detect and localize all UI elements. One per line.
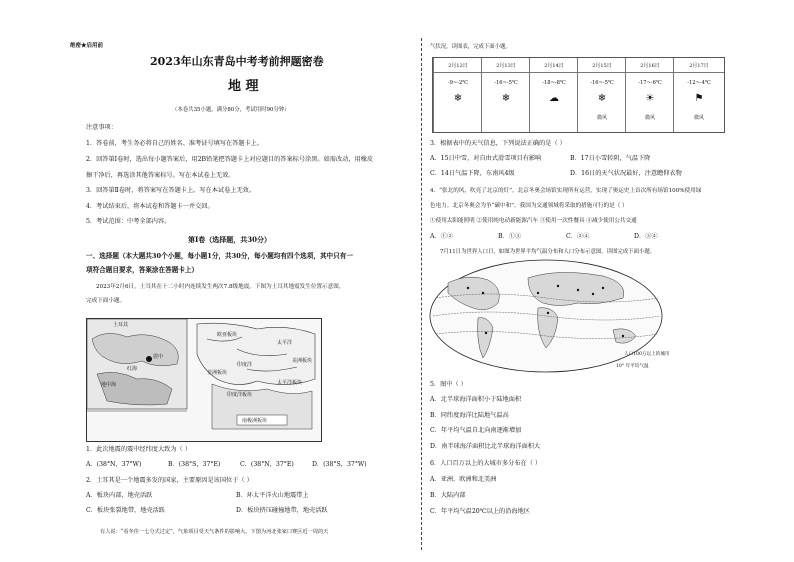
- question-4-option-a[interactable]: A．①②: [430, 233, 454, 240]
- section-title: 第Ⅰ卷（选择题，共30分）: [188, 235, 272, 244]
- subject-title: 地 理: [228, 79, 259, 94]
- snow-icon: ❄: [501, 93, 511, 104]
- legend-cities: 人口100万以上的城市: [624, 352, 670, 357]
- question-5-option-b[interactable]: B．同纬度海洋比陆地气温高: [430, 412, 509, 419]
- weather-temp: -16~-5℃: [590, 80, 614, 86]
- epicenter-marker: [146, 356, 152, 362]
- question-2-option-a[interactable]: A．板块内部，地壳活跃: [86, 492, 153, 499]
- question-2-option-c[interactable]: C．板块张裂地带，地壳活跃: [86, 507, 165, 514]
- weather-day: [625, 58, 674, 132]
- question-4-option-d[interactable]: D．③④: [634, 233, 658, 240]
- weather-wind: 微风: [644, 115, 655, 121]
- question-2-stem: 2．土耳其是一个地震多发的国家，主要原因是该国位于（ ）: [86, 477, 253, 484]
- sun-icon: ☀: [645, 93, 655, 104]
- section-instruction: 一、选择题（本大题共30个小题，每小题1分，共30分，每小题均有四个选项，其中只有一: [86, 252, 353, 260]
- section-instruction: 项符合题目要求，答案涂在答题卡上）: [86, 266, 199, 274]
- weather-temp: -12~-4℃: [687, 80, 711, 86]
- snow-icon: ❄: [453, 93, 463, 104]
- snow-icon: ❄: [597, 93, 607, 104]
- legend-isotherm: 10° 年平均气温: [616, 364, 649, 369]
- question-6-option-a[interactable]: A．亚洲、欧洲和北美洲: [430, 476, 497, 483]
- intro-text: 2023年2月6日，土耳其在十二小时内连续发生两次7.8级地震。下图为土耳其地震发生位置示意图，: [96, 284, 345, 290]
- weather-date: 2月12日: [448, 63, 468, 69]
- secret-label: 绝密★启用前: [70, 43, 104, 49]
- note-item: 2．回答第Ⅰ卷时，选出每小题答案后，用2B铅笔把答题卡上对应题目的答案标号涂黑。如需改动，用橡皮: [86, 156, 374, 163]
- weather-date: 2月16日: [640, 63, 660, 69]
- weather-intro: 有人说：“看冬佳一七分式过定”，气象项目受天气条件的影响大。下图为河北张家口赛区近一周的天: [100, 529, 329, 535]
- notes-heading: 注意事项：: [86, 124, 117, 131]
- map-label: 印度洋板块: [227, 392, 253, 398]
- question-1-option-d[interactable]: D．(38°S，37°W): [312, 461, 367, 468]
- weather-table: [432, 57, 725, 133]
- intro-text: 完成下面小题。: [86, 298, 126, 304]
- weather-day: [529, 58, 578, 132]
- question-3-option-b[interactable]: B．17日小雪转阴，气温下降: [570, 155, 651, 162]
- question-1-option-b[interactable]: B．(38°S，37°E): [168, 461, 221, 468]
- question-5-option-c[interactable]: C．年平均气温自北向南逐渐增加: [430, 427, 522, 434]
- question-1-option-c[interactable]: C．(38°N，37°E): [240, 461, 294, 468]
- question-4-stem: 4．“张北的风，吹亮了北京的灯”。北京冬奥会场馆实现所有运营，实现了奥运史上首次所有场馆100%使用绿: [430, 188, 702, 194]
- question-2-option-d[interactable]: D．板块挤压碰撞地带，地壳活跃: [236, 507, 328, 514]
- weather-intro-cont: 气状况。读图表，完成下面小题。: [430, 44, 511, 50]
- question-3-stem: 3．根据表中的天气信息，下列说法正确的是（ ）: [430, 140, 566, 147]
- map-label: 土耳其: [113, 322, 129, 328]
- question-1-stem: 1．此次地震的震中经纬度大致为（ ）: [86, 446, 191, 453]
- question-5-option-a[interactable]: A．北半球海洋面积小于陆地面积: [430, 396, 522, 403]
- note-item: 3．回答第Ⅱ卷时，将答案写在答题卡上。写在本试卷上无效。: [86, 187, 256, 194]
- question-4-option-b[interactable]: B．①③: [498, 233, 522, 240]
- weather-temp: -16~-5℃: [494, 80, 518, 86]
- world-population-map: [428, 258, 680, 374]
- weather-day: [673, 58, 724, 132]
- turkey-earthquake-map: [86, 318, 322, 442]
- exam-title: 2023年山东青岛中考考前押题密卷: [150, 55, 324, 68]
- weather-day: [433, 58, 482, 132]
- map2-intro: 7月11日为世界人口日，如图为世界平均气温分布和人口分布示意图。读图完成下面小题。: [440, 249, 656, 255]
- question-5-stem: 5．图中（ ）: [430, 381, 467, 388]
- weather-date: 2月14日: [544, 63, 564, 69]
- map-label: 地中海: [101, 382, 117, 388]
- map-label: 印度洋: [237, 362, 253, 368]
- question-6-option-b[interactable]: B．大陆内部: [430, 492, 466, 499]
- question-6-stem: 6．人口百万以上的大城市多分布在（ ）: [430, 460, 542, 467]
- question-1-option-a[interactable]: A．(38°N，37°W): [86, 461, 142, 468]
- question-4-stem: 色电力。北京冬奥会为争“碳中和”，我国为交通领域将采取的措施可行的是（ ）: [430, 203, 628, 209]
- weather-wind: 微风: [693, 115, 704, 121]
- question-2-option-b[interactable]: B．环太平洋火山地震带上: [236, 492, 309, 499]
- question-4-choices: ①使用太阳能照明 ②使用纯电动新能源汽车 ③使用一次性餐具 ④减少使用公共交通: [430, 218, 637, 224]
- exam-info: （本卷共35小题，满分80分，考试用时90分钟）: [172, 107, 290, 113]
- note-item: 1．答卷前，考生务必将自己的姓名、准考证号填写在答题卡上。: [86, 140, 264, 147]
- note-item: 4．考试结束后，将本试卷和答题卡一并交回。: [86, 203, 214, 210]
- map-label: 震中: [153, 354, 164, 360]
- wind-flag-icon: ⚑: [694, 93, 704, 104]
- note-item: 擦干净后，再选涂其他答案标号。写在本试卷上无效。: [86, 172, 235, 179]
- map-label: 非洲板块: [207, 370, 228, 376]
- map-label: 欧亚板块: [217, 332, 238, 338]
- question-3-option-a[interactable]: A．15日中雪，对自由式滑雪项目有影响: [430, 155, 542, 162]
- question-6-option-c[interactable]: C．年平均气温20℃以上的沿海地区: [430, 508, 530, 515]
- weather-date: 2月17日: [689, 63, 709, 69]
- question-4-option-c[interactable]: C．②④: [566, 233, 590, 240]
- map-label: 红海: [127, 366, 138, 372]
- question-5-option-d[interactable]: D．南半球海洋面积比北半球海洋面积大: [430, 443, 541, 450]
- question-3-option-c[interactable]: C．14日气温下降，东南风4级: [430, 170, 515, 177]
- map-label: 太平洋板块: [277, 380, 303, 386]
- weather-temp: -18~-8℃: [542, 80, 566, 86]
- cloud-icon: ☁: [549, 93, 559, 104]
- weather-wind: 微风: [596, 115, 607, 121]
- map-label: 南极洲板块: [242, 418, 268, 424]
- weather-temp: -9~-2℃: [447, 80, 469, 86]
- weather-day: [577, 58, 626, 132]
- weather-day: [481, 58, 530, 132]
- weather-date: 2月13日: [496, 63, 516, 69]
- map-label: 太平洋: [277, 340, 293, 346]
- weather-date: 2月15日: [592, 63, 612, 69]
- column-divider: [421, 38, 422, 550]
- map-label: 美洲板块: [292, 358, 313, 364]
- note-item: 5．考试范围：中考全部内容。: [86, 218, 171, 225]
- weather-temp: -17~-6℃: [638, 80, 662, 86]
- question-3-option-d[interactable]: D．16日的天气状况最好，注意瞻仰衣物: [570, 170, 682, 177]
